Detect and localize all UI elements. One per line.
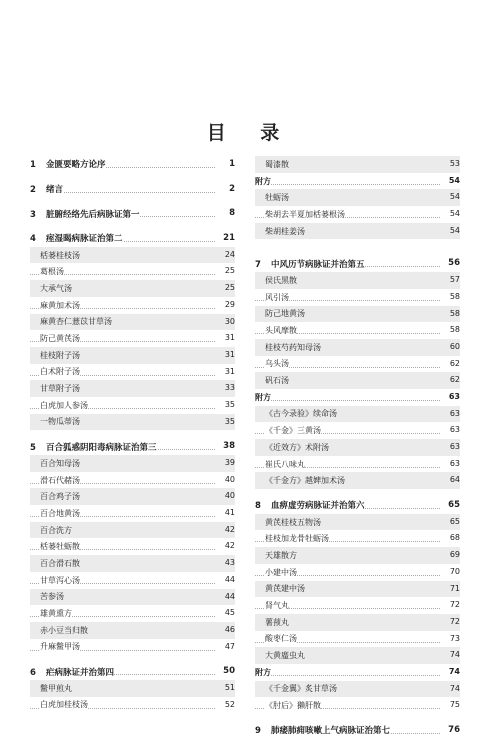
entry-label: 大承气汤 xyxy=(40,283,72,293)
entry-label: 赤小豆当归散 xyxy=(40,625,88,635)
toc-formula-entry[interactable] xyxy=(30,555,235,572)
page-number: 63 xyxy=(450,456,460,473)
entry-label: 百合地黄汤 xyxy=(40,508,80,518)
chapter-number: 3 xyxy=(30,209,36,220)
toc-appendix-entry[interactable] xyxy=(255,389,460,406)
entry-label: 酸枣仁汤 xyxy=(265,634,297,644)
entry-label: 百合鸡子汤 xyxy=(40,492,80,502)
toc-formula-entry[interactable] xyxy=(255,339,460,356)
toc-formula-entry[interactable] xyxy=(30,263,235,280)
toc-formula-entry[interactable] xyxy=(255,472,460,489)
chapter-title: 血痹虚劳病脉证并治第六 xyxy=(271,501,365,512)
page-number: 25 xyxy=(224,283,235,293)
page-number: 8 xyxy=(229,205,235,222)
entry-label: 天雄散方 xyxy=(265,550,297,560)
page-number: 71 xyxy=(449,583,460,593)
entry-label: 桂枝加龙骨牡蛎汤 xyxy=(265,534,329,544)
page-number: 30 xyxy=(224,316,235,326)
toc-formula-entry[interactable] xyxy=(30,472,235,489)
page-number: 75 xyxy=(450,697,460,714)
toc-formula-entry[interactable] xyxy=(255,406,460,423)
toc-formula-entry[interactable] xyxy=(30,455,235,472)
entry-label: 黄芪建中汤 xyxy=(265,584,305,594)
entry-label: 升麻鳖甲汤 xyxy=(40,642,80,652)
page-number: 57 xyxy=(449,275,460,285)
entry-label xyxy=(255,258,365,270)
entry-label xyxy=(30,158,106,170)
toc-formula-entry[interactable] xyxy=(255,530,460,547)
entry-label: 百合知母汤 xyxy=(40,458,80,468)
toc-formula-entry[interactable] xyxy=(30,522,235,539)
page-number: 25 xyxy=(225,263,235,280)
entry-label: 雄黄熏方 xyxy=(40,609,72,619)
page-number: 63 xyxy=(450,422,460,439)
chapter-title: 中风历节病脉证并治第五 xyxy=(271,259,365,270)
toc-formula-entry[interactable] xyxy=(255,697,460,714)
page-number: 31 xyxy=(224,349,235,359)
chapter-title: 肺痿肺痈咳嗽上气病脉证治第七 xyxy=(271,726,391,737)
page-number: 74 xyxy=(449,664,460,681)
entry-label: 《千金翼》炙甘草汤 xyxy=(265,684,337,694)
entry-label: 桂枝附子汤 xyxy=(40,350,80,360)
page-number: 42 xyxy=(224,524,235,534)
page-number: 63 xyxy=(449,442,460,451)
page-number: 72 xyxy=(450,597,460,614)
page-number: 60 xyxy=(449,341,460,351)
entry-label: 《肘后》獭肝散 xyxy=(265,701,321,711)
chapter-number: 2 xyxy=(30,185,36,196)
entry-label: 附方 xyxy=(255,667,271,677)
dot-leader xyxy=(255,675,440,676)
toc-formula-entry[interactable] xyxy=(30,280,235,297)
page-number: 24 xyxy=(224,249,235,259)
toc-formula-entry[interactable] xyxy=(30,505,235,522)
entry-label: 葛根汤 xyxy=(40,267,64,277)
toc-formula-entry[interactable] xyxy=(255,422,460,439)
page-number: 41 xyxy=(225,505,235,522)
section-gap xyxy=(30,430,235,438)
page-number: 46 xyxy=(224,624,235,634)
page-number: 63 xyxy=(449,389,460,406)
page-number: 65 xyxy=(449,516,460,526)
toc-formula-entry[interactable] xyxy=(255,647,460,664)
dot-leader xyxy=(255,400,440,401)
entry-label: 防己黄芪汤 xyxy=(40,334,80,344)
entry-label: 牡蛎汤 xyxy=(265,193,289,203)
toc-formula-entry[interactable] xyxy=(30,397,235,414)
toc-formula-entry[interactable] xyxy=(30,314,235,331)
entry-label xyxy=(30,441,157,453)
entry-label: 黄芪桂枝五物汤 xyxy=(265,517,321,527)
page-number: 70 xyxy=(450,564,460,581)
page-number: 39 xyxy=(224,458,235,467)
page-number: 54 xyxy=(449,225,460,235)
entry-label: 《千金方》越婢加术汤 xyxy=(265,476,345,486)
entry-label xyxy=(30,208,140,220)
page-number: 44 xyxy=(225,572,235,589)
page-number: 40 xyxy=(225,472,235,489)
page-number: 44 xyxy=(224,591,235,601)
dot-leader xyxy=(255,184,440,185)
toc-chapter-entry[interactable] xyxy=(255,722,460,739)
page-number: 33 xyxy=(224,383,235,393)
entry-label: 滑石代赭汤 xyxy=(40,475,80,485)
toc-formula-entry[interactable] xyxy=(30,538,235,555)
toc-formula-entry[interactable] xyxy=(30,414,235,431)
entry-label: 柴胡桂姜汤 xyxy=(265,226,305,236)
page-number: 54 xyxy=(450,206,460,223)
entry-label: 鳖甲煎丸 xyxy=(40,683,72,693)
entry-label: 《近效方》术附汤 xyxy=(265,442,329,452)
chapter-number: 7 xyxy=(255,259,261,270)
entry-label: 柴胡去半夏加栝蒌根汤 xyxy=(265,209,345,219)
entry-label: 崔氏八味丸 xyxy=(265,459,305,469)
page-number: 2 xyxy=(229,181,235,198)
page-number: 42 xyxy=(225,538,235,555)
page-number: 62 xyxy=(450,356,460,373)
page-number: 58 xyxy=(450,322,460,339)
entry-label: 麻黄杏仁薏苡甘草汤 xyxy=(40,317,112,327)
toc-formula-entry[interactable] xyxy=(255,547,460,564)
page-title: 目 录 xyxy=(206,122,294,144)
entry-label xyxy=(30,232,123,244)
page-number: 35 xyxy=(225,397,235,414)
chapter-title: 脏腑经络先后病脉证第一 xyxy=(46,209,140,220)
entry-label xyxy=(255,724,390,736)
chapter-title: 疟病脉证并治第四 xyxy=(46,667,115,678)
toc-formula-entry[interactable] xyxy=(255,356,460,373)
page-number: 38 xyxy=(223,438,235,455)
entry-label: 《千金》三黄汤 xyxy=(265,426,321,436)
toc-formula-entry[interactable] xyxy=(30,347,235,364)
toc-chapter-entry[interactable] xyxy=(30,205,235,222)
toc-formula-entry[interactable] xyxy=(255,614,460,631)
page-number: 35 xyxy=(224,416,235,426)
toc-chapter-entry[interactable] xyxy=(30,156,235,173)
page-number: 29 xyxy=(225,297,235,314)
toc-formula-entry[interactable] xyxy=(255,206,460,223)
chapter-title: 金匮要略方论序 xyxy=(46,160,106,171)
section-gap xyxy=(30,197,235,205)
page-number: 43 xyxy=(224,558,235,568)
entry-label: 头风摩散 xyxy=(265,326,297,336)
entry-label: 风引汤 xyxy=(265,292,289,302)
toc-appendix-entry[interactable] xyxy=(255,173,460,190)
page-number: 31 xyxy=(225,364,235,381)
page-number: 63 xyxy=(449,408,460,418)
toc-formula-entry[interactable] xyxy=(255,189,460,206)
page-number: 51 xyxy=(224,682,235,692)
entry-label: 附方 xyxy=(255,176,271,186)
toc-formula-entry[interactable] xyxy=(255,597,460,614)
toc-formula-entry[interactable] xyxy=(30,364,235,381)
toc-formula-entry[interactable] xyxy=(30,488,235,505)
toc-chapter-entry[interactable] xyxy=(255,255,460,272)
toc-formula-entry[interactable] xyxy=(255,306,460,323)
entry-label: 苦参汤 xyxy=(40,592,64,602)
chapter-number: 4 xyxy=(30,234,36,245)
toc-chapter-entry[interactable] xyxy=(30,438,235,455)
entry-label: 蜀漆散 xyxy=(265,159,289,169)
entry-label xyxy=(30,183,63,195)
toc-formula-entry[interactable] xyxy=(30,247,235,264)
entry-label: 甘草泻心汤 xyxy=(40,575,80,585)
chapter-title: 绪言 xyxy=(46,185,64,196)
toc-formula-entry[interactable] xyxy=(30,697,235,714)
entry-label: 小建中汤 xyxy=(265,567,297,577)
page-number: 74 xyxy=(449,650,460,660)
entry-label: 白术附子汤 xyxy=(40,367,80,377)
page-number: 73 xyxy=(450,631,460,648)
section-gap xyxy=(30,222,235,230)
toc-formula-entry[interactable] xyxy=(30,330,235,347)
page-number: 76 xyxy=(448,722,460,739)
page-number: 64 xyxy=(449,475,460,485)
entry-label: 甘草附子汤 xyxy=(40,384,80,394)
entry-label: 栝蒌桂枝汤 xyxy=(40,250,80,260)
page-number: 56 xyxy=(448,255,460,272)
entry-label: 一物瓜蒂汤 xyxy=(40,417,80,427)
page-number: 74 xyxy=(449,683,460,693)
entry-label: 附方 xyxy=(255,392,271,402)
toc-chapter-entry[interactable] xyxy=(30,230,235,247)
toc-formula-entry[interactable] xyxy=(255,581,460,598)
chapter-number: 1 xyxy=(30,160,36,171)
chapter-number: 6 xyxy=(30,667,36,678)
entry-label: 白虎加桂枝汤 xyxy=(40,700,88,710)
section-gap xyxy=(30,173,235,181)
entry-label: 侯氏黑散 xyxy=(265,275,297,285)
toc-formula-entry[interactable] xyxy=(30,572,235,589)
toc-formula-entry[interactable] xyxy=(255,372,460,389)
toc-chapter-entry[interactable] xyxy=(255,497,460,514)
page-number: 45 xyxy=(225,605,235,622)
section-gap xyxy=(255,247,460,255)
page-number: 1 xyxy=(229,156,235,173)
toc-formula-entry[interactable] xyxy=(255,456,460,473)
toc-formula-entry[interactable] xyxy=(255,631,460,648)
toc-formula-entry[interactable] xyxy=(255,156,460,173)
entry-label: 防己地黄汤 xyxy=(265,309,305,319)
section-gap xyxy=(255,714,460,722)
toc-formula-entry[interactable] xyxy=(30,680,235,697)
entry-label: 肾气丸 xyxy=(265,601,289,611)
entry-label: 栝蒌牡蛎散 xyxy=(40,542,80,552)
entry-label: 百合滑石散 xyxy=(40,558,80,568)
toc-left-column xyxy=(30,156,235,713)
chapter-number: 8 xyxy=(255,501,261,512)
entry-label: 薯蓣丸 xyxy=(265,617,289,627)
page-number: 50 xyxy=(223,663,235,680)
entry-label: 桂枝芍药知母汤 xyxy=(265,342,321,352)
page-number: 65 xyxy=(448,497,460,514)
toc-formula-entry[interactable] xyxy=(255,272,460,289)
page-number: 68 xyxy=(450,530,460,547)
chapter-title: 痓湿暍病脉证治第二 xyxy=(46,234,123,245)
toc-formula-entry[interactable] xyxy=(255,564,460,581)
toc-formula-entry[interactable] xyxy=(255,439,460,456)
chapter-number: 5 xyxy=(30,442,36,453)
page-number: 72 xyxy=(449,616,460,626)
toc-appendix-entry[interactable] xyxy=(255,664,460,681)
toc-formula-entry[interactable] xyxy=(30,622,235,639)
toc-chapter-entry[interactable] xyxy=(30,663,235,680)
toc-formula-entry[interactable] xyxy=(30,589,235,606)
toc-formula-entry[interactable] xyxy=(255,514,460,531)
toc-right-column xyxy=(255,156,460,739)
toc-formula-entry[interactable] xyxy=(255,223,460,240)
page-number: 53 xyxy=(449,159,460,168)
section-gap xyxy=(255,489,460,497)
entry-label: 麻黄加术汤 xyxy=(40,300,80,310)
page-number: 21 xyxy=(223,230,235,247)
page-number: 54 xyxy=(449,192,460,202)
entry-label: 乌头汤 xyxy=(265,359,289,369)
page-number: 69 xyxy=(449,550,460,560)
toc-formula-entry[interactable] xyxy=(30,605,235,622)
section-gap xyxy=(30,655,235,663)
toc-formula-entry[interactable] xyxy=(30,639,235,656)
entry-label: 《古今录验》续命汤 xyxy=(265,409,337,419)
entry-label: 大黄䗪虫丸 xyxy=(265,651,305,661)
entry-label xyxy=(255,499,365,511)
page-number: 54 xyxy=(449,173,460,190)
entry-label: 矾石汤 xyxy=(265,376,289,386)
entry-label: 白虎加人参汤 xyxy=(40,400,88,410)
page-number: 31 xyxy=(225,330,235,347)
toc-formula-entry[interactable] xyxy=(255,322,460,339)
toc-formula-entry[interactable] xyxy=(255,681,460,698)
page-number: 62 xyxy=(449,375,460,385)
page-number: 58 xyxy=(449,308,460,318)
toc-formula-entry[interactable] xyxy=(30,297,235,314)
page-number: 58 xyxy=(450,289,460,306)
toc-formula-entry[interactable] xyxy=(30,380,235,397)
entry-label xyxy=(30,666,114,678)
chapter-title: 百合狐惑阴阳毒病脉证治第三 xyxy=(46,442,157,453)
page-number: 47 xyxy=(225,639,235,656)
chapter-number: 9 xyxy=(255,726,261,737)
section-gap xyxy=(255,239,460,247)
page-number: 40 xyxy=(224,491,235,501)
page-number: 52 xyxy=(225,697,235,714)
toc-formula-entry[interactable] xyxy=(255,289,460,306)
entry-label: 百合洗方 xyxy=(40,525,72,535)
toc-chapter-entry[interactable] xyxy=(30,181,235,198)
